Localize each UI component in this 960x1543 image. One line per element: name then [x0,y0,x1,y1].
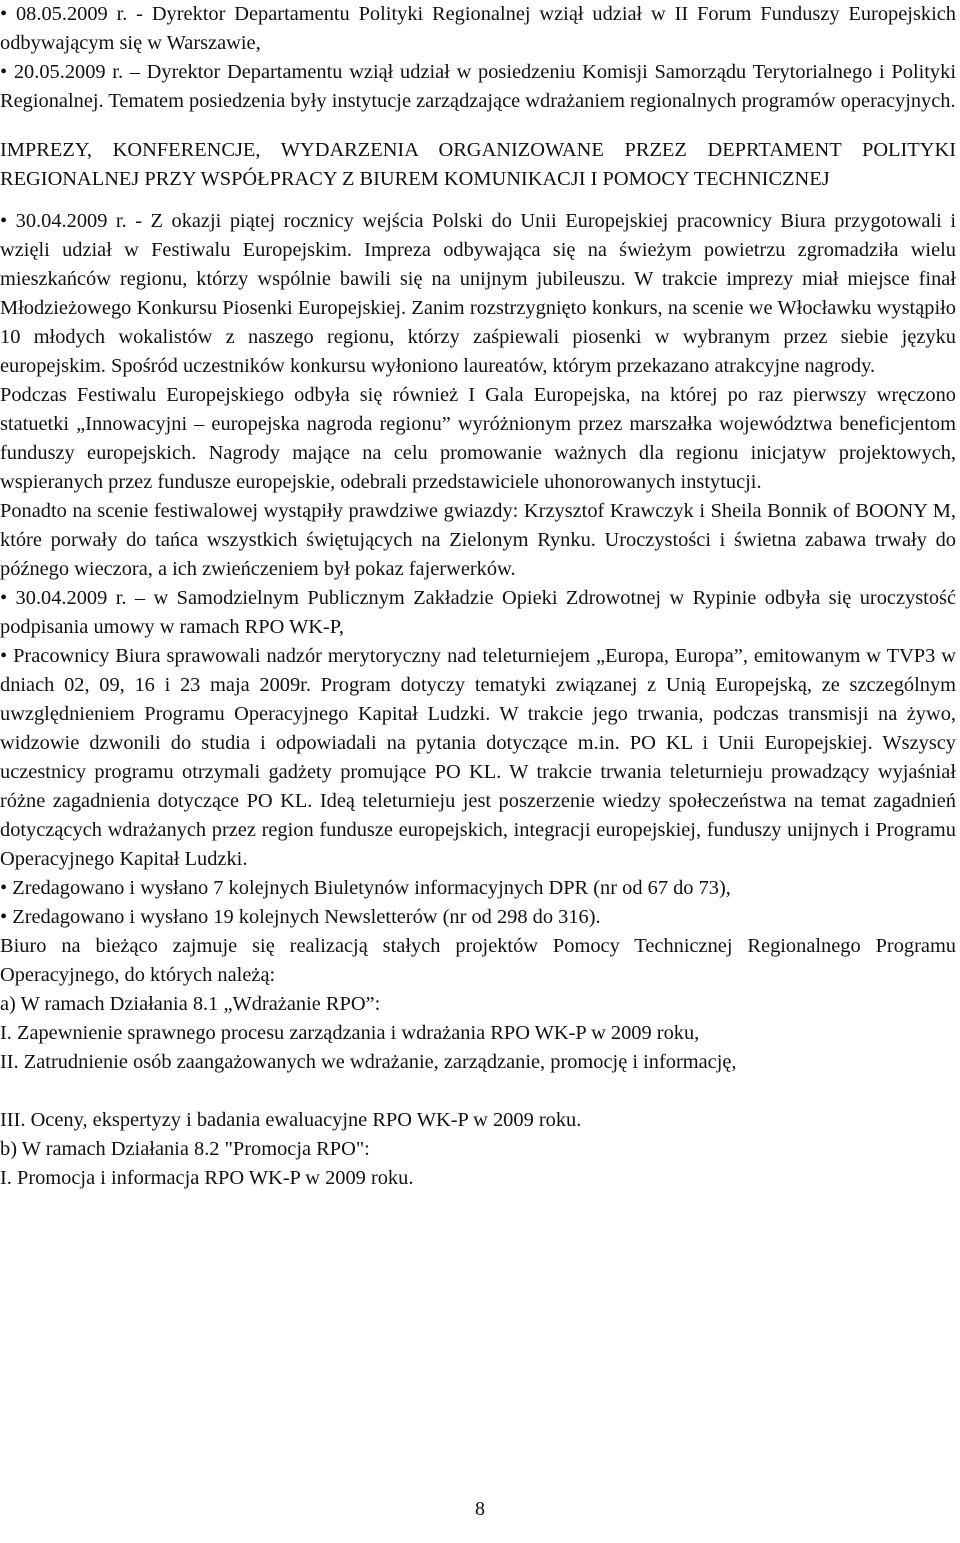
bullet-item: • 20.05.2009 r. – Dyrektor Departamentu wziął udział w posiedzeniu Komisji Samorządu Terytorialnego i Polityki Regionalnej. Tematem posiedzenia były instytucje zarządzające wdrażaniem regionalnych programów operacyjnych. [0,61,956,112]
bullet-item: • 30.04.2009 r. - Z okazji piątej rocznicy wejścia Polski do Unii Europejskiej pracownicy Biura przygotowali i wzięli udział w Festiwalu Europejskim. Impreza odbywająca się na świeżym powietrzu zgromadziła wielu mieszkańców regionu, którzy wspólnie bawili się na unijnym jubileuszu. W trakcie imprezy miał miejsce finał Młodzieżowego Konkursu Piosenki Europejskiej. Zanim rozstrzygnięto konkurs, na scenie we Włocławku wystąpiło 10 młodych wokalistów z naszego regionu, którzy zaśpiewali piosenki w wybranym przez siebie języku europejskim. Spośród uczestników konkursu wyłoniono laureatów, którym przekazano atrakcyjne nagrody. [0,210,956,377]
page-number: 8 [475,1498,485,1520]
list-item: II. Zatrudnienie osób zaangażowanych we wdrażanie, zarządzanie, promocję i informację, [0,1051,737,1073]
list-item: b) W ramach Działania 8.2 "Promocja RPO": [0,1138,370,1160]
bullet-item: • 30.04.2009 r. – w Samodzielnym Publicznym Zakładzie Opieki Zdrowotnej w Rypinie odbyła się uroczystość podpisania umowy w ramach RPO WK-P, [0,587,956,638]
bullet-item: • Pracownicy Biura sprawowali nadzór merytoryczny nad teleturniejem „Europa, Europa”, emitowanym w TVP3 w dniach 02, 09, 16 i 23 maja 2009r. Program dotyczy tematyki związanej z Unią Europejską, ze szczególnym uwzględnieniem Programu Operacyjnego Kapitał Ludzki. W trakcie jego trwania, podczas transmisji na żywo, widzowie dzwonili do studia i odpowiadali na pytania dotyczące m.in. PO KL i Unii Europejskiej. Wszyscy uczestnicy programu otrzymali gadżety promujące PO KL. W trakcie trwania teleturnieju prowadzący wyjaśniał różne zagadnienia dotyczące PO KL. Ideą teleturnieju jest poszerzenie wiedzy społeczeństwa na temat zagadnień dotyczących wdrażanych przez region fundusze europejskich, integracji europejskiej, funduszy unijnych i Programu Operacyjnego Kapitał Ludzki. [0,645,956,870]
section-heading: IMPREZY, KONFERENCJE, WYDARZENIA ORGANIZOWANE PRZEZ DEPRTAMENT POLITYKI REGIONALNEJ PRZY WSPÓŁPRACY Z BIUREM KOMUNIKACJI I POMOCY TECHNICZNEJ [0,139,956,190]
bullet-item: • Zredagowano i wysłano 19 kolejnych Newsletterów (nr od 298 do 316). [0,906,601,928]
paragraph: Podczas Festiwalu Europejskiego odbyła się również I Gala Europejska, na której po raz pierwszy wręczono statuetki „Innowacyjni – europejska nagroda regionu” wyróżnionym przez marszałka województwa beneficjentom funduszy europejskich. Nagrody mające na celu promowanie ważnych dla regionu inicjatyw projektowych, wspieranych przez fundusze europejskie, odebrali przedstawiciele uhonorowanych instytucji. [0,384,956,493]
paragraph: Biuro na bieżąco zajmuje się realizacją stałych projektów Pomocy Technicznej Regionalnego Programu Operacyjnego, do których należą: [0,935,956,986]
paragraph: Ponadto na scenie festiwalowej wystąpiły prawdziwe gwiazdy: Krzysztof Krawczyk i Sheila Bonnik of BOONY M, które porwały do tańca wszystkich świętujących na Zielonym Rynku. Uroczystości i świetna zabawa trwały do późnego wieczora, a ich zwieńczeniem był pokaz fajerwerków. [0,500,956,580]
list-item: III. Oceny, ekspertyzy i badania ewaluacyjne RPO WK-P w 2009 roku. [0,1109,582,1131]
list-item: I. Promocja i informacja RPO WK-P w 2009 roku. [0,1167,414,1189]
bullet-item: • Zredagowano i wysłano 7 kolejnych Biuletynów informacyjnych DPR (nr od 67 do 73), [0,877,731,899]
list-item: I. Zapewnienie sprawnego procesu zarządzania i wdrażania RPO WK-P w 2009 roku, [0,1022,700,1044]
list-item: a) W ramach Działania 8.1 „Wdrażanie RPO”: [0,993,381,1015]
bullet-item: • 08.05.2009 r. - Dyrektor Departamentu Polityki Regionalnej wziął udział w II Forum Funduszy Europejskich odbywającym się w Warszawie, [0,3,956,54]
